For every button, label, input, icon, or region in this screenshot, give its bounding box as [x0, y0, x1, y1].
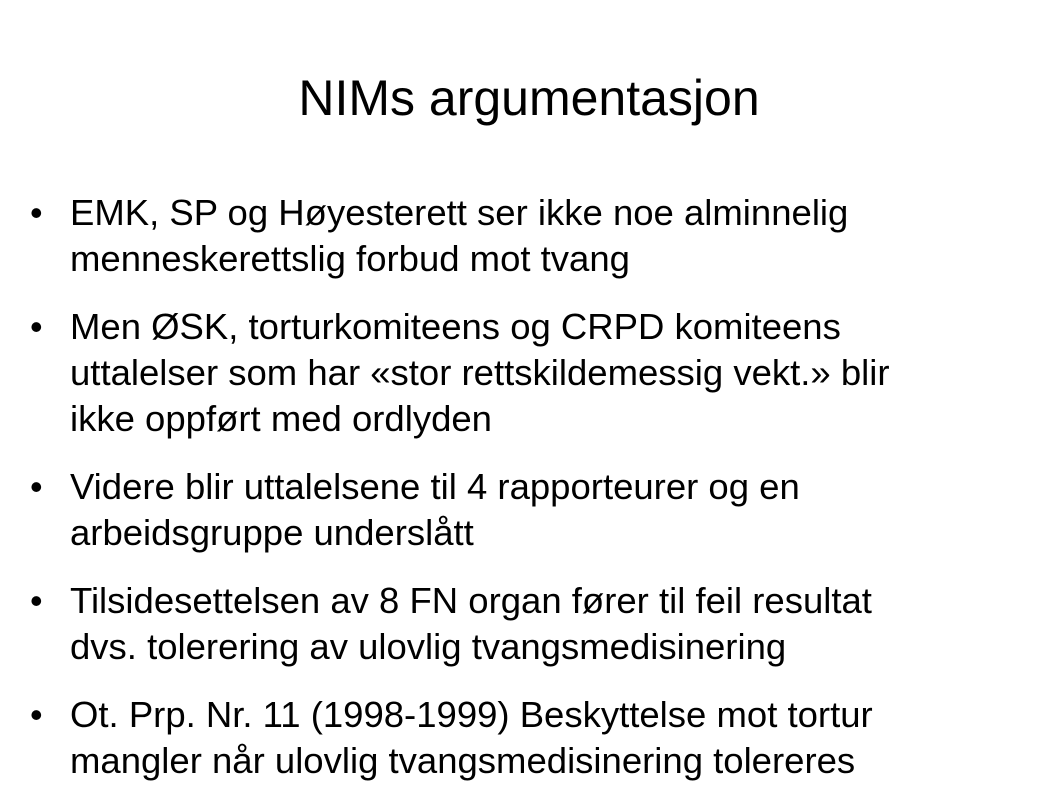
bullet-text-line: mangler når ulovlig tvangsmedisinering tolereres	[70, 740, 856, 781]
bullet-dot-icon: •	[30, 580, 43, 621]
bullet-item	[30, 304, 1045, 442]
bullet-text-line: Ot. Prp. Nr. 11 (1998-1999) Beskyttelse mot tortur	[70, 694, 873, 735]
bullet-text-line: Men ØSK, torturkomiteens og CRPD komiteens	[70, 306, 841, 347]
bullet-text-line: arbeidsgruppe underslått	[70, 512, 474, 553]
bullet-list	[30, 190, 1045, 806]
bullet-text-line: menneskerettslig forbud mot tvang	[70, 238, 630, 279]
bullet-dot-icon: •	[30, 466, 43, 507]
slide-title: NIMs argumentasjon	[298, 70, 760, 126]
bullet-text-line: EMK, SP og Høyesterett ser ikke noe alminnelig	[70, 192, 849, 233]
bullet-item	[30, 692, 1045, 784]
bullet-text-line: Tilsidesettelsen av 8 FN organ fører til feil resultat	[70, 580, 872, 621]
bullet-item	[30, 578, 1045, 670]
bullet-item	[30, 464, 1045, 556]
bullet-text-line: ikke oppført med ordlyden	[70, 398, 492, 439]
bullet-dot-icon: •	[30, 192, 43, 233]
bullet-text-line: Videre blir uttalelsene til 4 rapporteurer og en	[70, 466, 800, 507]
bullet-text-line: uttalelser som har «stor rettskildemessig vekt.» blir	[70, 352, 890, 393]
bullet-dot-icon: •	[30, 694, 43, 735]
bullet-text-line: dvs. tolerering av ulovlig tvangsmedisinering	[70, 626, 787, 667]
bullet-item	[30, 190, 1045, 282]
bullet-dot-icon: •	[30, 306, 43, 347]
